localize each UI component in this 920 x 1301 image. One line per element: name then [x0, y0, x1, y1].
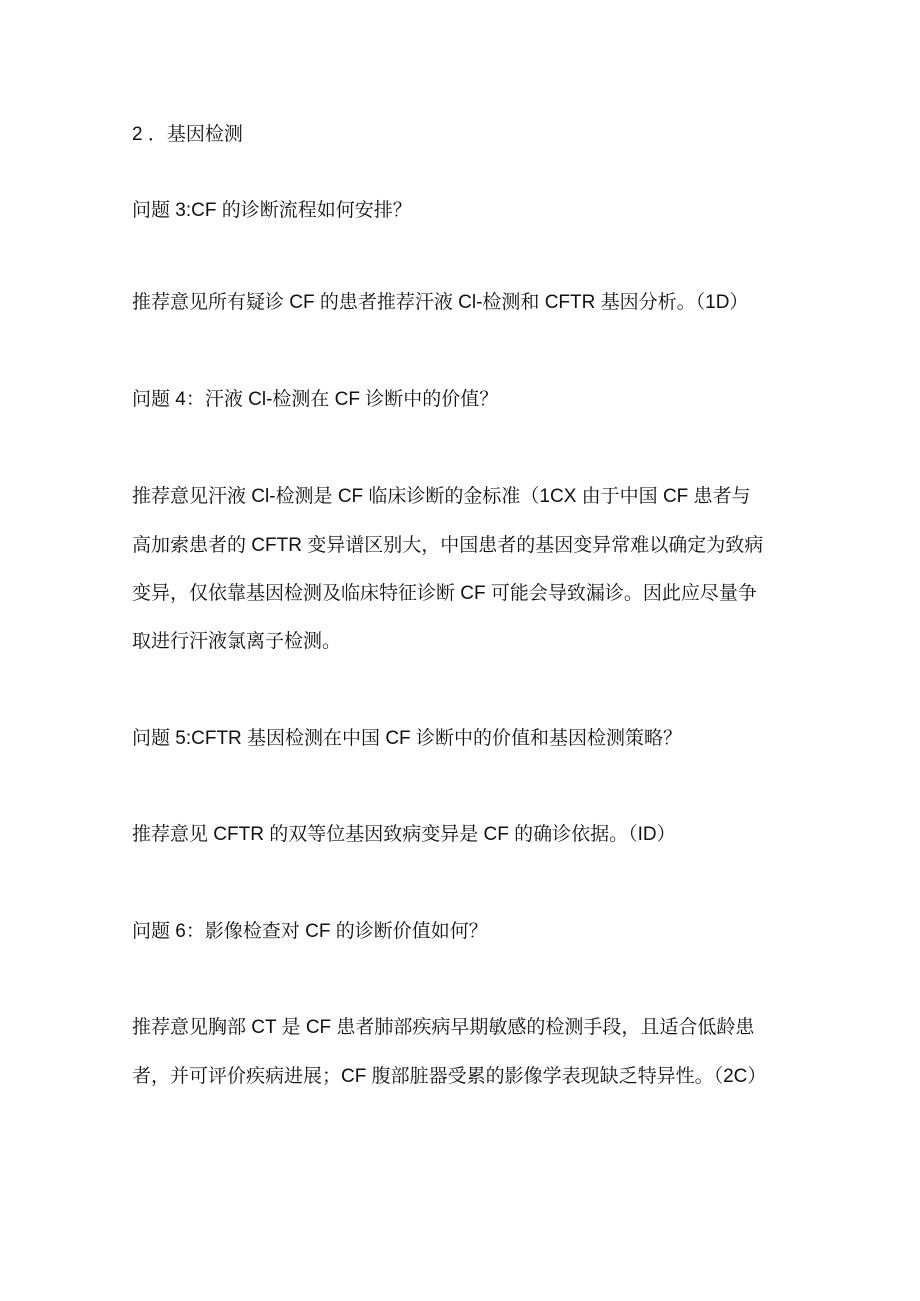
- recommendation-4-line-1: 推荐意见汗液 Cl-检测是 CF 临床诊断的金标准（1CX 由于中国 CF 患者与: [132, 486, 751, 507]
- question-5: 问题 5:CFTR 基因检测在中国 CF 诊断中的价值和基因检测策略？: [132, 728, 682, 749]
- recommendation-5: 推荐意见 CFTR 的双等位基因致病变异是 CF 的确诊依据。（ID）: [132, 824, 676, 845]
- question-4: 问题 4：汗液 Cl-检测在 CF 诊断中的价值？: [132, 389, 499, 410]
- question-6: 问题 6：影像检查对 CF 的诊断价值如何？: [132, 921, 488, 942]
- recommendation-6-line-2: 者，并可评价疾病进展；CF 腹部脏器受累的影像学表现缺乏特异性。（2C）: [132, 1066, 767, 1087]
- recommendation-4-line-2: 高加索患者的 CFTR 变异谱区别大，中国患者的基因变异常难以确定为致病: [132, 535, 764, 556]
- recommendation-6-line-1: 推荐意见胸部 CT 是 CF 患者肺部疾病早期敏感的检测手段，且适合低龄患: [132, 1017, 755, 1038]
- section-heading: 2 ．基因检测: [132, 124, 243, 145]
- recommendation-3: 推荐意见所有疑诊 CF 的患者推荐汗液 Cl-检测和 CFTR 基因分析。（1D）: [132, 292, 749, 313]
- question-3: 问题 3:CF 的诊断流程如何安排？: [132, 200, 412, 221]
- recommendation-4-line-4: 取进行汗液氯离子检测。: [132, 631, 342, 652]
- recommendation-4-line-3: 变异，仅依靠基因检测及临床特征诊断 CF 可能会导致漏诊。因此应尽量争: [132, 583, 757, 604]
